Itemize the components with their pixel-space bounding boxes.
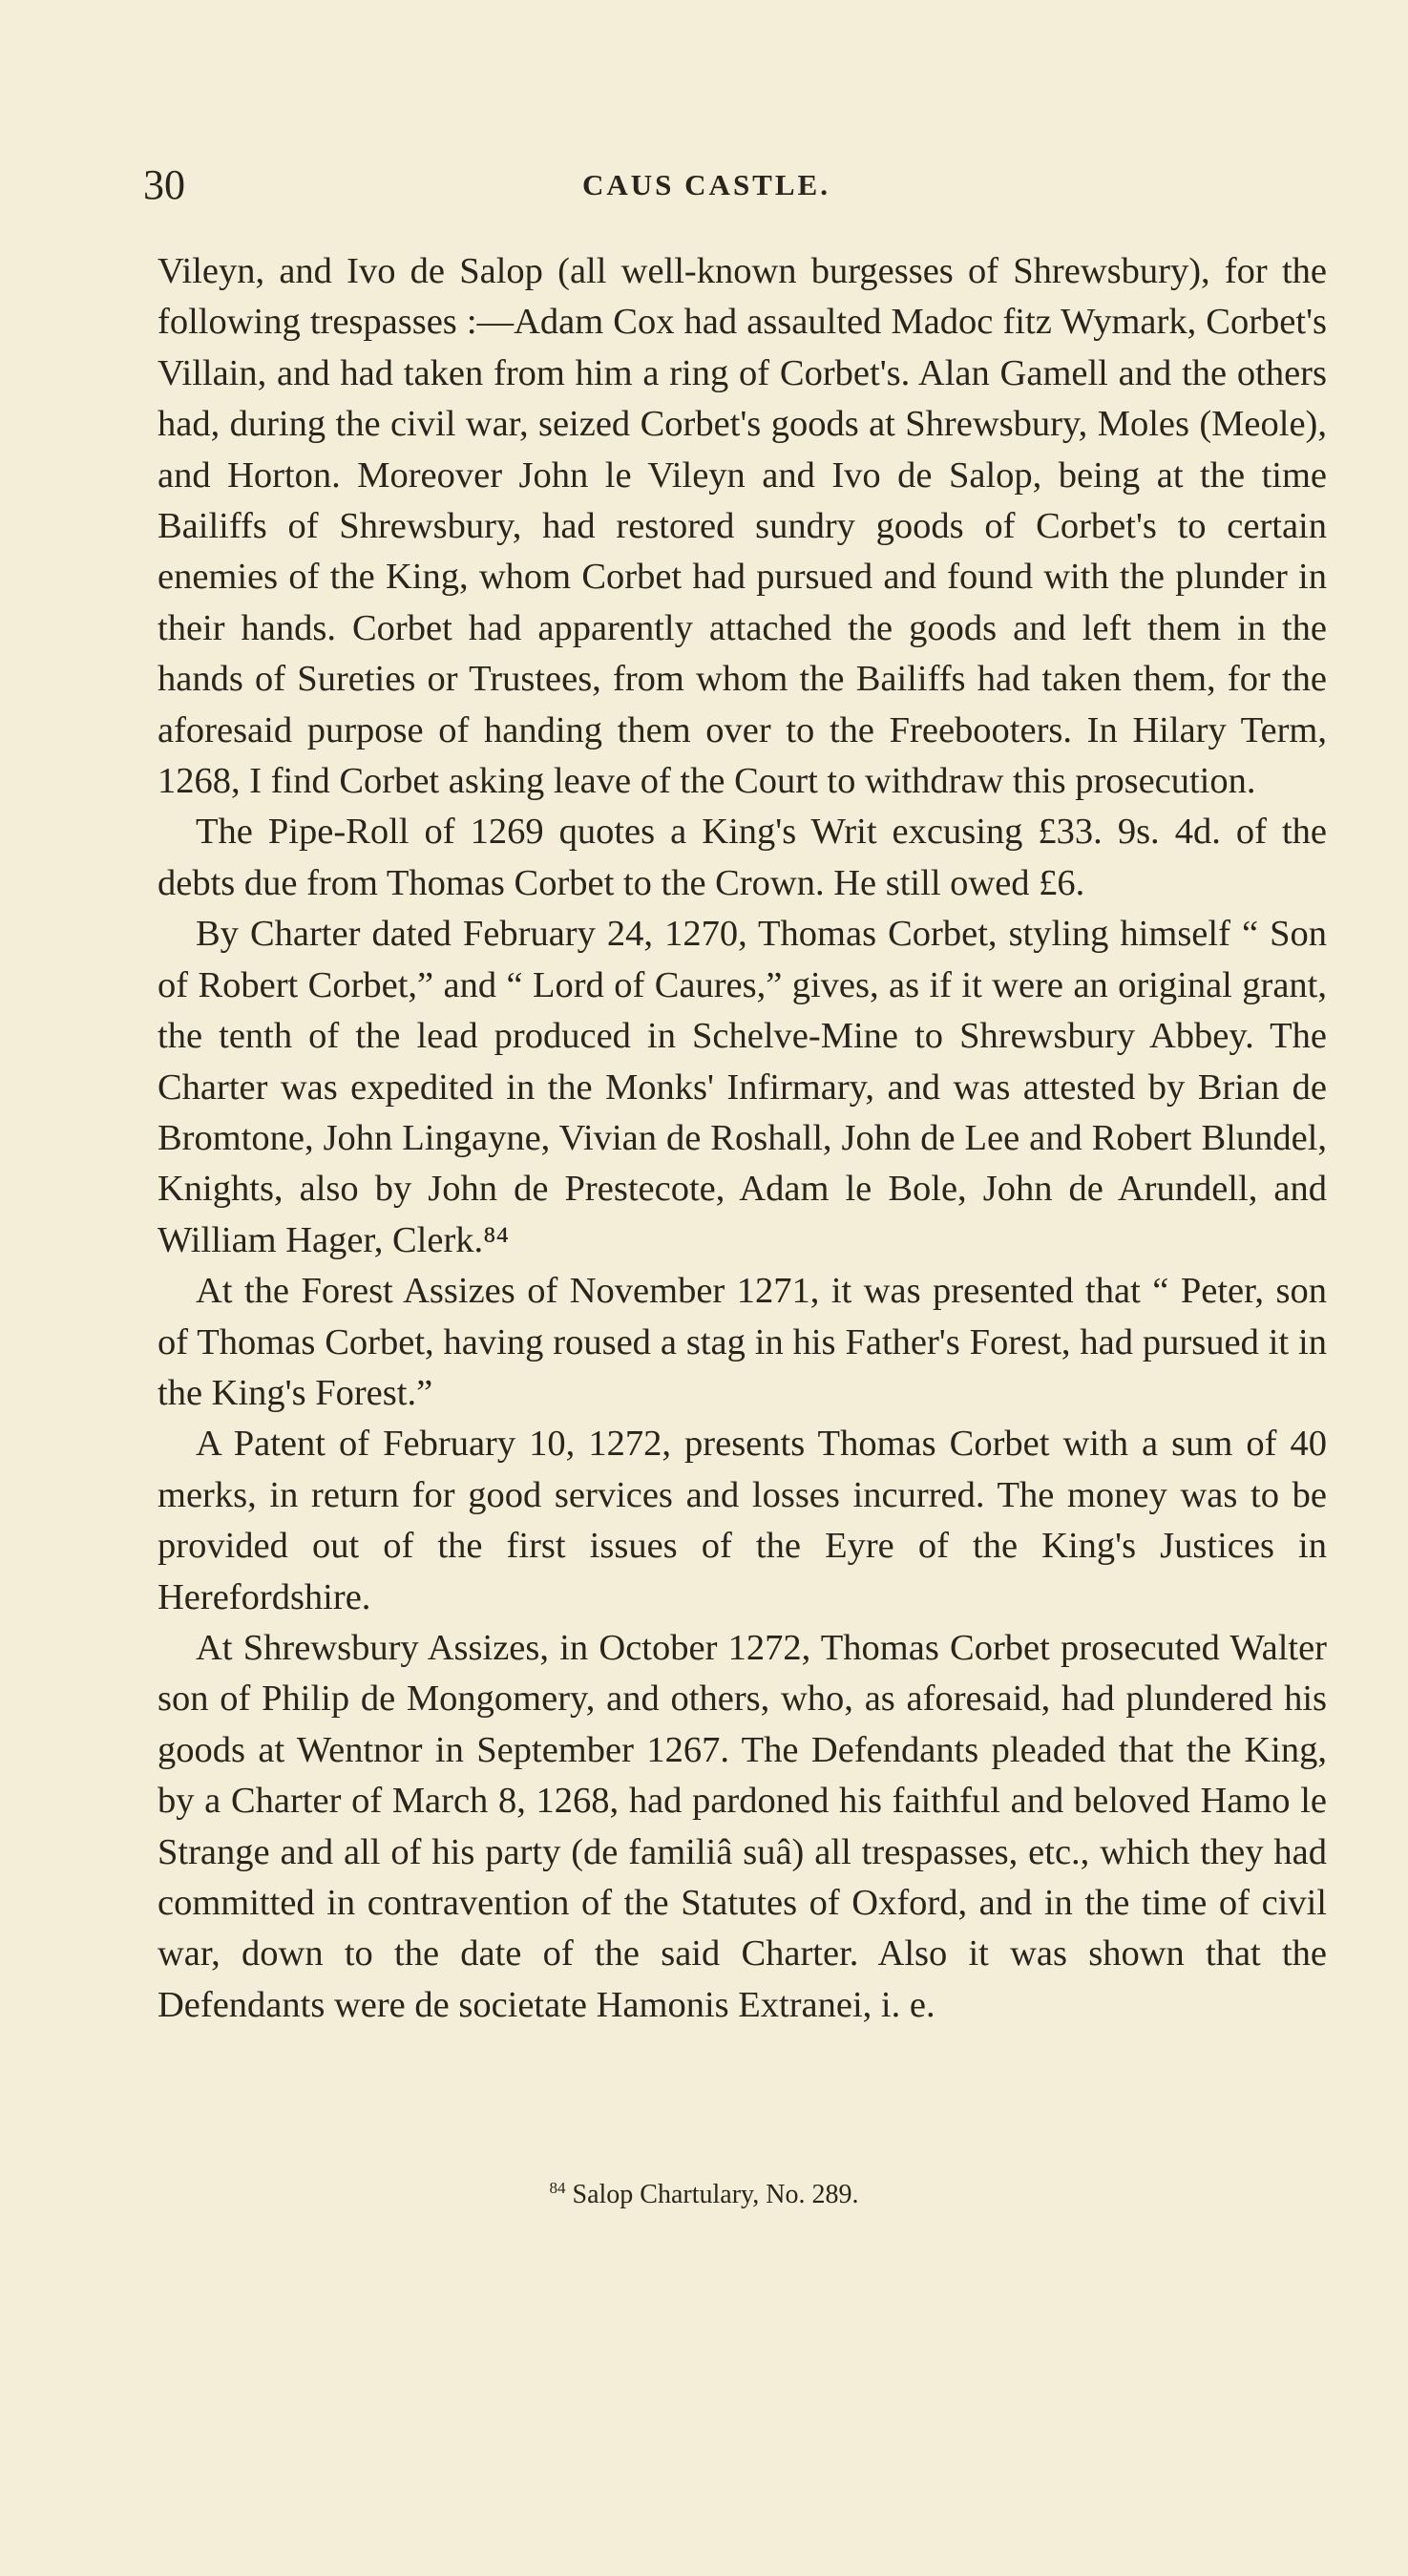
running-head: CAUS CASTLE.	[582, 168, 830, 201]
footnote	[0, 2179, 1408, 2210]
footnote-marker: 84	[549, 2179, 566, 2197]
paragraph: The Pipe-Roll of 1269 quotes a King's Writ excusing £33. 9s. 4d. of the debts due from Thomas Corbet to the Crown. He still owed £6.	[158, 812, 1327, 903]
body-text	[158, 246, 1327, 2031]
paragraph: A Patent of February 10, 1272, presents Thomas Corbet with a sum of 40 merks, in return for good services and losses incurred. The money was to be provided out of the first issues of the Eyre of the King's Justices in Herefordshire.	[158, 1424, 1327, 1617]
paragraph: At Shrewsbury Assizes, in October 1272, Thomas Corbet prosecuted Walter son of Philip de Mongomery, and others, who, as aforesaid, had plundered his goods at Wentnor in September 1267. The Defendants pleaded that the King, by a Charter of March 8, 1268, had pardoned his faithful and beloved Hamo le Strange and all of his party (de familiâ suâ) all trespasses, etc., which they had committed in contravention of the Statutes of Oxford, and in the time of civil war, down to the date of the said Charter. Also it was shown that the Defendants were de societate Hamonis Extranei, i. e.	[158, 1627, 1327, 2025]
paragraph: By Charter dated February 24, 1270, Thomas Corbet, styling himself “ Son of Robert Corbet,” and “ Lord of Caures,” gives, as if it were an original grant, the tenth of the lead produced in Schelve-Mine to Shrewsbury Abbey. The Charter was expedited in the Monks' Infirmary, and was attested by Brian de Bromtone, John Lingayne, Vivian de Roshall, John de Lee and Robert Blundel, Knights, also by John de Prestecote, Adam le Bole, John de Arundell, and William Hager, Clerk.⁸⁴	[158, 914, 1327, 1260]
footnote-text: Salop Chartulary, No. 289.	[572, 2180, 859, 2209]
paragraph: Vileyn, and Ivo de Salop (all well-known burgesses of Shrewsbury), for the following trespasses :—Adam Cox had assaulted Madoc fitz Wymark, Corbet's Villain, and had taken from him a ring of Corbet's. Alan Gamell and the others had, during the civil war, seized Corbet's goods at Shrewsbury, Moles (Meole), and Horton. Moreover John le Vileyn and Ivo de Salop, being at the time Bailiffs of Shrewsbury, had restored sundry goods of Corbet's to certain enemies of the King, whom Corbet had pursued and found with the plunder in their hands. Corbet had apparently attached the goods and left them in the hands of Sureties or Trustees, from whom the Bailiffs had taken them, for the aforesaid purpose of handing them over to the Freebooters. In Hilary Term, 1268, I find Corbet asking leave of the Court to withdraw this prosecution.	[158, 251, 1327, 802]
page-header	[143, 160, 1270, 218]
page-number: 30	[143, 161, 185, 208]
paragraph: At the Forest Assizes of November 1271, it was presented that “ Peter, son of Thomas Corbet, having roused a stag in his Father's Forest, had pursued it in the King's Forest.”	[158, 1271, 1327, 1413]
